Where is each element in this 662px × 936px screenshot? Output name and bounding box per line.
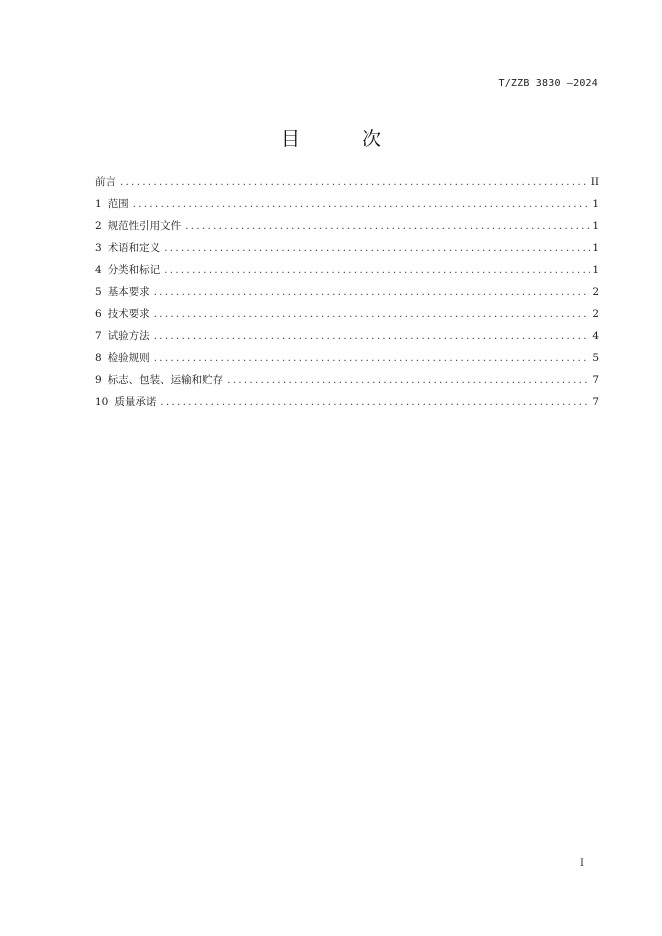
- toc-entry-number: 7: [95, 330, 102, 342]
- toc-entry-page: 7: [592, 374, 599, 386]
- toc-entry-label: 标志、包装、运输和贮存: [107, 374, 224, 386]
- toc-entry-label: 试验方法: [107, 330, 150, 342]
- toc-entry-page: 1: [592, 242, 599, 254]
- toc-entry-5[interactable]: [95, 281, 599, 303]
- toc-entry-label: 分类和标记: [107, 264, 161, 276]
- toc-entry-label: 检验规则: [107, 352, 150, 364]
- toc-entry-6[interactable]: [95, 303, 599, 325]
- toc-leader-dots: [185, 216, 590, 238]
- toc-entry-label: 规范性引用文件: [107, 220, 182, 232]
- toc-entry-page: 1: [592, 198, 599, 210]
- toc-entry-number: 4: [95, 264, 102, 276]
- toc-leader-dots: [154, 304, 591, 326]
- document-code: T/ZZB 3830 —2024: [498, 78, 598, 89]
- toc-leader-dots: [160, 392, 590, 414]
- toc-leader-dots: [227, 370, 590, 392]
- toc-entry-page: 5: [592, 352, 599, 364]
- toc-list: [95, 171, 599, 413]
- toc-entry-label: 技术要求: [107, 308, 150, 320]
- toc-leader-dots: [164, 260, 590, 282]
- toc-entry-2[interactable]: [95, 215, 599, 237]
- toc-entry-page: 4: [592, 330, 599, 342]
- toc-entry-number: 3: [95, 242, 102, 254]
- toc-entry-label: 术语和定义: [107, 242, 161, 254]
- toc-entry-number: 10: [95, 396, 109, 408]
- toc-entry-page: II: [590, 176, 599, 188]
- toc-entry-7[interactable]: [95, 325, 599, 347]
- toc-leader-dots: [133, 194, 591, 216]
- toc-entry-number: 9: [95, 374, 102, 386]
- toc-entry-preface[interactable]: [95, 171, 599, 193]
- toc-entry-page: 2: [592, 286, 599, 298]
- toc-entry-number: 8: [95, 352, 102, 364]
- toc-entry-10[interactable]: [95, 391, 599, 413]
- toc-entry-3[interactable]: [95, 237, 599, 259]
- page-number: I: [580, 858, 584, 869]
- toc-entry-9[interactable]: [95, 369, 599, 391]
- toc-entry-number: 6: [95, 308, 102, 320]
- toc-entry-page: 7: [592, 396, 599, 408]
- toc-entry-1[interactable]: [95, 193, 599, 215]
- toc-entry-label: 基本要求: [107, 286, 150, 298]
- toc-leader-dots: [164, 238, 590, 260]
- toc-entry-page: 2: [592, 308, 599, 320]
- toc-entry-8[interactable]: [95, 347, 599, 369]
- toc-entry-number: 1: [95, 198, 102, 210]
- toc-entry-page: 1: [592, 220, 599, 232]
- toc-leader-dots: [120, 172, 589, 194]
- toc-entry-4[interactable]: [95, 259, 599, 281]
- toc-leader-dots: [154, 348, 591, 370]
- toc-leader-dots: [154, 326, 591, 348]
- toc-entry-label: 前言: [95, 176, 116, 188]
- toc-entry-label: 质量承诺: [114, 396, 157, 408]
- toc-leader-dots: [154, 282, 591, 304]
- toc-title: 目 次: [280, 128, 410, 150]
- toc-entry-label: 范围: [107, 198, 129, 210]
- toc-entry-number: 5: [95, 286, 102, 298]
- toc-entry-page: 1: [592, 264, 599, 276]
- toc-entry-number: 2: [95, 220, 102, 232]
